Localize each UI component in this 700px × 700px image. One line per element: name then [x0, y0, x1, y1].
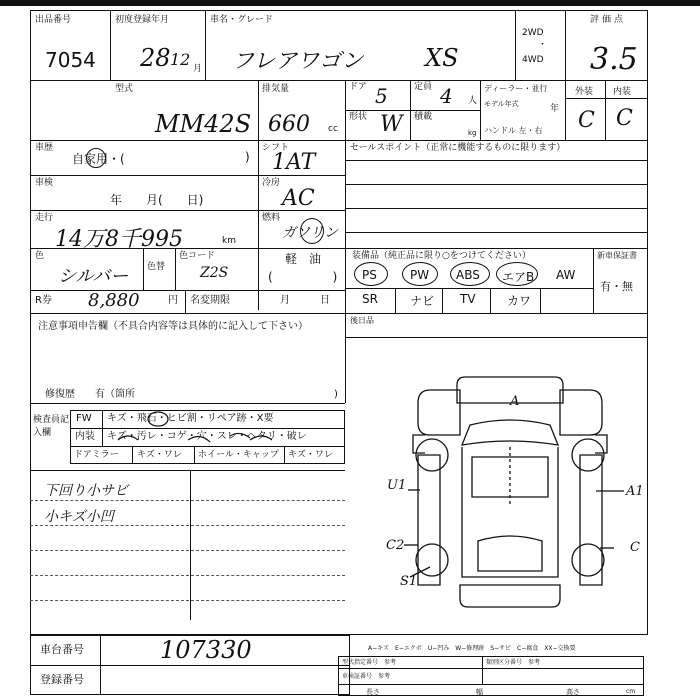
sales-point-label: セールスポイント（正常に機能するものに限ります） — [350, 143, 566, 153]
first-registration-label: 初度登録年月 — [115, 15, 170, 25]
warranty-value: 有・無 — [600, 280, 633, 293]
doors: 5 — [375, 84, 388, 108]
displacement: 660 — [268, 112, 310, 137]
interior-grade: C — [616, 106, 633, 131]
shift: 1AT — [272, 150, 316, 175]
year-unit: 年 — [550, 104, 560, 114]
warranty-label: 新車保証書 — [597, 251, 637, 260]
fuel-gasoline: ガソリン — [282, 225, 338, 241]
remark-1: 下回り小サビ — [44, 483, 128, 499]
color-change-label: 色替 — [147, 262, 166, 272]
color: シルバー — [58, 266, 129, 287]
lot-number-label: 出品番号 — [35, 15, 72, 25]
reg-expiry-fields: 月 日 — [280, 295, 330, 306]
load-label: 積載 — [414, 112, 433, 122]
capacity-unit: 人 — [468, 96, 478, 106]
inspection-label: 車検 — [35, 178, 54, 188]
shape: W — [380, 112, 403, 137]
mark-c2: C2 — [386, 538, 405, 553]
history-paren-close: ) — [245, 150, 250, 164]
lot-number: 7054 — [45, 48, 96, 72]
aftermarket-label: 後日品 — [350, 316, 374, 325]
equip-navi: ナビ — [410, 294, 435, 308]
mileage: 14万8千995 — [55, 227, 183, 252]
equip-pw: PW — [410, 268, 430, 282]
fuel-paren: ( ) — [268, 270, 338, 284]
insp-mirror-items: キズ・ワレ — [137, 450, 182, 460]
footer-length: 長さ — [366, 688, 380, 696]
mileage-label: 走行 — [35, 213, 54, 223]
equip-tv: TV — [460, 292, 476, 306]
capacity-label: 定員 — [414, 82, 433, 92]
inspector-label: 検査員記入欄 — [33, 415, 70, 438]
equip-ps: PS — [362, 268, 377, 282]
mark-c-rear: C — [630, 540, 640, 555]
drive-4wd: 4WD — [522, 55, 544, 65]
footer-width: 幅 — [476, 688, 483, 696]
footer-class-number: 類別区分番号 参考 — [486, 659, 541, 666]
history-options: 自家用・( — [72, 152, 125, 166]
model-name: フレアワゴン — [232, 49, 364, 74]
type-label: 型式 — [115, 84, 134, 94]
capacity: 4 — [440, 84, 453, 108]
month-unit: 月 — [193, 64, 203, 74]
insp-interior-items: キズ・汚レ・コゲ・穴・スレ・ヘタリ・破レ — [107, 431, 307, 442]
mark-s1: S1 — [400, 574, 418, 589]
exterior-label: 外装 — [575, 87, 594, 97]
remark-2: 小キズ小凹 — [44, 509, 114, 525]
insp-interior: 内装 — [75, 431, 95, 442]
reg-expiry-label: 名変期限 — [190, 295, 230, 306]
footer-height: 高さ — [566, 688, 580, 696]
damage-legend: A−キズ E−エクボ U−凹み W−修理跡 S−サビ C−腐食 XX−交換要 — [368, 645, 576, 652]
repair-history-close: ) — [334, 389, 338, 400]
drive-2wd: 2WD — [522, 28, 544, 38]
chassis-number: 107330 — [160, 636, 252, 664]
km-unit: km — [222, 236, 236, 246]
exterior-grade: C — [578, 108, 595, 133]
recycle-amount: 8,880 — [88, 290, 140, 311]
grade: XS — [425, 44, 459, 72]
ac-label: 冷房 — [262, 178, 281, 188]
model-grade-label: 車名・グレード — [210, 15, 274, 25]
insp-fw-items: キズ・飛石・ヒビ割・リペア跡・X要 — [107, 413, 274, 424]
inspection-fields: 年 月( 日) — [110, 193, 204, 207]
ac: AC — [282, 186, 315, 211]
registration-year: 28 — [140, 44, 171, 72]
color-code: Z2S — [200, 265, 229, 281]
registration-label: 登録番号 — [40, 673, 84, 686]
equip-abs: ABS — [456, 268, 480, 282]
shape-label: 形状 — [349, 112, 368, 122]
notes-label: 注意事項申告欄（不具合内容等は具体的に記入して下さい） — [38, 321, 308, 332]
recycle-label: R券 — [35, 295, 52, 306]
insp-wheel-items: キズ・ワレ — [288, 450, 333, 460]
footer-model-designation: 型式指定番号 参考 — [342, 659, 397, 666]
kg-unit: kg — [468, 129, 477, 137]
yen-unit: 円 — [168, 295, 178, 306]
score: 3.5 — [590, 42, 638, 77]
insp-mirror: ドアミラー — [74, 450, 119, 460]
equipment-label: 装備品（純正品に限り○をつけてください） — [352, 251, 531, 261]
equip-sr: SR — [362, 292, 378, 306]
color-code-label: 色コード — [179, 251, 216, 261]
score-label: 評価点 — [590, 15, 627, 25]
registration-month: 12 — [170, 50, 191, 69]
color-label: 色 — [35, 251, 45, 261]
type-code: MM42S — [155, 110, 252, 138]
mark-a1: A1 — [626, 484, 644, 499]
equip-airbag: エアB — [502, 270, 535, 284]
handle-label: ハンドル 左・右 — [484, 126, 543, 135]
history-label: 車歴 — [35, 143, 54, 153]
shift-label: シフト — [262, 143, 290, 153]
footer-cm: cm — [626, 688, 636, 695]
displacement-label: 排気量 — [262, 84, 290, 94]
chassis-label: 車台番号 — [40, 643, 84, 656]
insp-wheel: ホイール・キャップ — [198, 450, 279, 460]
repair-history-label: 修復歴 有（箇所 — [45, 389, 135, 400]
footer-cert-number: 車検証番号 参考 — [342, 673, 391, 680]
insp-fw: FW — [76, 413, 92, 424]
fuel-diesel: 軽 油 — [285, 252, 322, 266]
mark-u1: U1 — [387, 478, 407, 493]
doors-label: ドア — [349, 82, 367, 92]
model-year-label: モデル年式 — [484, 100, 519, 108]
equip-aw: AW — [556, 268, 576, 282]
dealer-label: ディーラー・並行 — [484, 84, 548, 93]
mark-a-front: A — [510, 394, 520, 409]
cc-unit: cc — [328, 124, 338, 134]
equip-leather: カワ — [507, 294, 532, 308]
interior-label: 内装 — [613, 87, 632, 97]
fuel-label: 燃料 — [262, 213, 281, 223]
